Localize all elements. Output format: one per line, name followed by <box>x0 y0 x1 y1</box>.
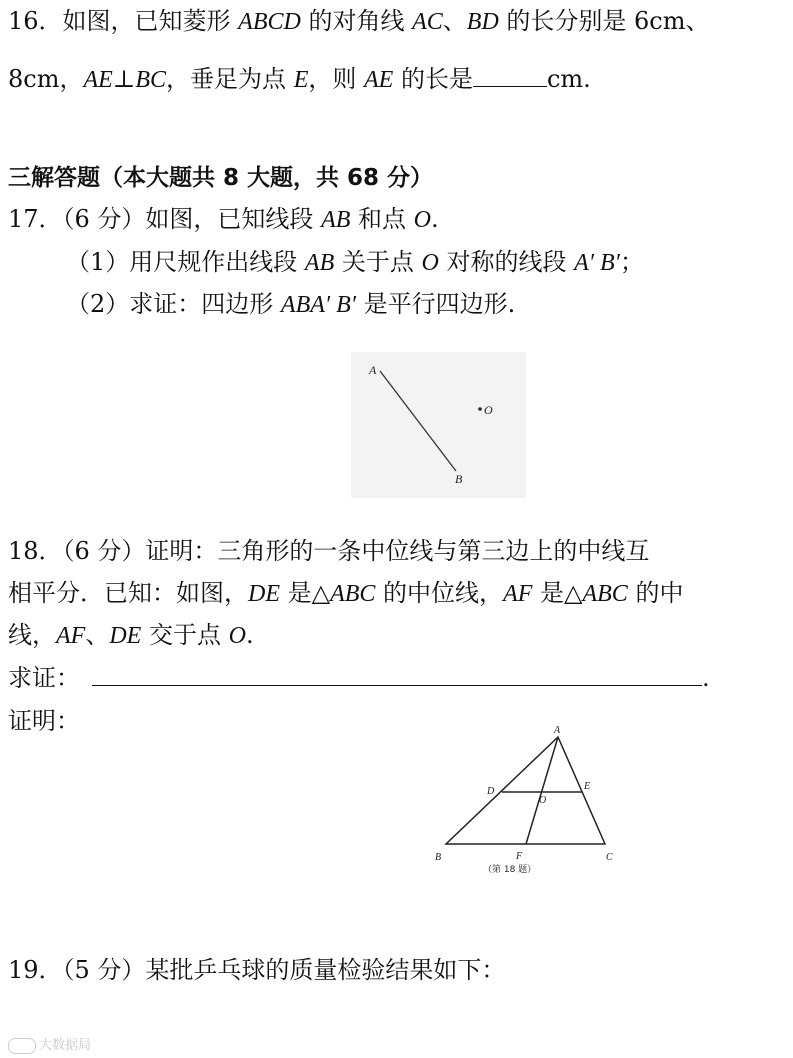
point-o <box>478 407 482 411</box>
q18-line-3 <box>8 620 254 651</box>
text: ，则 <box>308 65 364 93</box>
math-ae: AE <box>364 67 394 93</box>
text: 的长分别是 6cm、 <box>498 7 710 35</box>
math-bd: BD <box>466 9 499 35</box>
text: ； <box>619 248 644 276</box>
label-c: C <box>606 852 613 863</box>
text: 是△ <box>280 579 331 607</box>
text: 、 <box>442 7 467 35</box>
label-o: O <box>484 403 493 417</box>
text: . <box>702 664 710 692</box>
math-abcd: ABCD <box>238 9 301 35</box>
q19-line-1: 19．（5 分）某批乒乓球的质量检验结果如下： <box>8 956 506 984</box>
text: 线， <box>8 621 56 649</box>
label-f: F <box>516 851 523 862</box>
q17-line-1 <box>8 204 439 235</box>
answer-blank <box>473 82 547 87</box>
math-e: E <box>293 67 309 93</box>
figure-caption: （第 18 题） <box>483 865 537 875</box>
q17-figure <box>351 352 526 498</box>
figure-background <box>351 352 526 498</box>
math-af: AF <box>56 623 86 649</box>
q18-prove-line <box>8 663 710 693</box>
label-b: B <box>435 852 442 863</box>
label-e: E <box>584 781 591 792</box>
math-bc: BC <box>135 67 167 93</box>
text: 的中位线， <box>375 579 504 607</box>
math-ae: AE <box>83 67 113 93</box>
text: 、 <box>85 621 110 649</box>
math-o: O <box>421 250 439 276</box>
text: . <box>431 205 439 233</box>
text: 是△ <box>532 579 583 607</box>
text: 交于点 <box>141 621 229 649</box>
text: 17．（6 分）如图，已知线段 <box>8 205 322 233</box>
text: 关于点 <box>334 248 422 276</box>
label-d: D <box>487 786 495 797</box>
q18-line-2 <box>8 578 683 609</box>
math-de: DE <box>109 623 142 649</box>
math-ac: AC <box>412 9 443 35</box>
text: . <box>245 621 254 649</box>
section-heading: 三解答题（本大题共 8 大题，共 68 分） <box>8 165 434 191</box>
perp-symbol: ⊥ <box>112 65 136 93</box>
text: 16．如图，已知菱形 <box>8 7 239 35</box>
q17-figure-svg <box>351 352 526 498</box>
triangle-abc <box>446 737 605 844</box>
unit-text: cm. <box>546 65 591 93</box>
text: 对称的线段 <box>438 248 575 276</box>
q18-line-1: 18．（6 分）证明：三角形的一条中位线与第三边上的中线互 <box>8 537 650 565</box>
watermark <box>8 1034 91 1054</box>
math-aba1b1: ABA′ B′ <box>280 292 357 318</box>
label-a: A <box>554 725 561 736</box>
math-o: O <box>228 623 246 649</box>
text: 的长是 <box>393 65 473 93</box>
q16-line-1 <box>8 6 710 37</box>
text: 相平分．已知：如图， <box>8 579 248 607</box>
math-af: AF <box>503 581 533 607</box>
math-ab: AB <box>321 207 351 233</box>
text: （1）用尺规作出线段 <box>66 248 305 276</box>
math-abc: ABC <box>582 581 628 607</box>
prove-label: 求证： <box>8 664 80 692</box>
q18-figure <box>430 720 620 880</box>
prove-blank <box>92 681 702 686</box>
q16-line-2 <box>8 64 591 95</box>
math-abc: ABC <box>330 581 376 607</box>
q18-figure-svg <box>430 720 620 880</box>
q18-proof-label: 证明： <box>8 707 80 735</box>
text: 是平行四边形. <box>356 290 516 318</box>
label-a: A <box>369 363 377 377</box>
math-o: O <box>413 207 432 233</box>
text: 和点 <box>350 205 414 233</box>
label-o: O <box>539 795 547 806</box>
label-b: B <box>455 472 463 486</box>
watermark-text: 大数据局 <box>39 1038 92 1053</box>
math-ab: AB <box>304 250 335 276</box>
watermark-logo-icon <box>8 1038 36 1054</box>
text: ，垂足为点 <box>166 65 294 93</box>
text: 8cm， <box>8 65 84 93</box>
math-a1b1: A′ B′ <box>574 250 620 276</box>
q17-part-1 <box>66 247 644 278</box>
q17-part-2 <box>66 289 515 320</box>
text: 的中 <box>627 579 684 607</box>
math-de: DE <box>248 581 280 607</box>
text: 的对角线 <box>300 7 413 35</box>
text: （2）求证：四边形 <box>66 290 281 318</box>
